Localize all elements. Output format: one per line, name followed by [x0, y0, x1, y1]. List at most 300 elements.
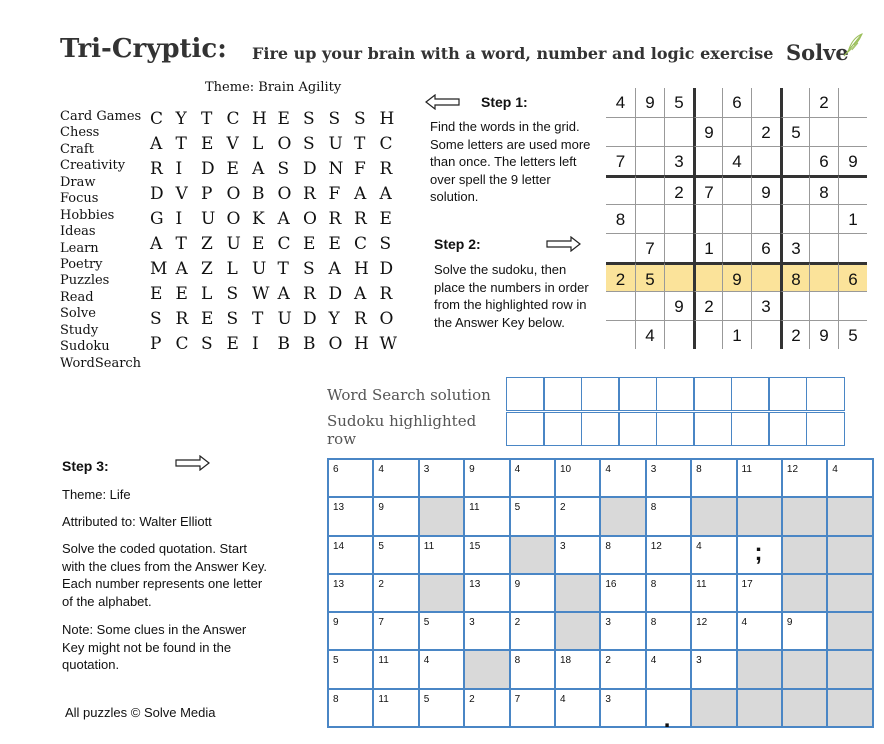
word-search-letter[interactable]: H [252, 108, 267, 129]
sudoku-cell[interactable] [780, 146, 809, 175]
word-search-letter[interactable]: A [354, 283, 367, 304]
sudoku-cell[interactable] [780, 204, 809, 233]
cryptogram-cell[interactable] [464, 459, 509, 497]
cryptogram-cell[interactable] [419, 612, 464, 650]
cryptogram-number: 8 [696, 464, 702, 475]
word-search-letter[interactable]: D [201, 158, 215, 179]
answer-box[interactable] [581, 377, 620, 411]
answer-box[interactable] [543, 412, 582, 446]
answer-box[interactable] [768, 412, 807, 446]
word-search-letter[interactable]: I [252, 333, 259, 354]
word-search-letter[interactable]: L [201, 283, 213, 304]
word-search-row [150, 231, 405, 256]
sudoku-cell[interactable] [838, 233, 867, 262]
sudoku-cell[interactable] [722, 204, 751, 233]
word-search-letter[interactable]: A [277, 283, 290, 304]
word-search-letter[interactable]: E [150, 283, 163, 304]
sudoku-cell[interactable] [751, 262, 780, 291]
cryptogram-cell[interactable] [782, 612, 827, 650]
word-search-letter[interactable]: I [175, 158, 183, 179]
word-search-row [150, 156, 405, 181]
word-search-letter[interactable]: C [226, 108, 240, 129]
cryptogram-cell[interactable] [373, 536, 418, 574]
word-search-letter[interactable]: W [379, 333, 397, 354]
sudoku-cell: 6 [751, 233, 780, 262]
word-search-letter[interactable]: R [354, 208, 367, 229]
word-search-letter[interactable]: U [328, 133, 343, 154]
word-list-item: Study [60, 322, 99, 338]
word-search-letter[interactable]: A [354, 183, 367, 204]
word-search-letter[interactable]: E [328, 233, 341, 254]
word-search-letter[interactable]: U [201, 208, 216, 229]
answer-box[interactable] [506, 412, 545, 446]
cryptogram-cell[interactable] [510, 574, 555, 612]
word-search-letter[interactable]: L [226, 258, 238, 279]
sudoku-cell[interactable] [606, 175, 635, 204]
cryptogram-cell[interactable] [691, 459, 736, 497]
word-search-letter[interactable]: A [379, 183, 392, 204]
sudoku-cell[interactable] [722, 291, 751, 320]
word-search-letter[interactable]: I [175, 208, 183, 229]
word-search-letter[interactable]: E [277, 108, 290, 129]
cryptogram-cell[interactable] [737, 459, 782, 497]
cryptogram-number: 3 [696, 655, 702, 667]
sudoku-cell[interactable] [635, 204, 664, 233]
cryptogram-cell[interactable] [646, 459, 691, 497]
sudoku-cell[interactable] [693, 262, 722, 291]
answer-box[interactable] [693, 412, 732, 446]
word-search-letter[interactable]: R [303, 183, 316, 204]
word-search-letter[interactable]: T [252, 308, 264, 329]
sudoku-cell: 3 [751, 291, 780, 320]
word-search-letter[interactable]: P [201, 183, 213, 204]
word-search-letter[interactable]: A [150, 133, 163, 154]
sudoku-row [606, 204, 867, 233]
cryptogram-cell [464, 650, 509, 688]
sudoku-cell: 9 [635, 88, 664, 117]
cryptogram-number: 5 [514, 502, 521, 514]
cryptogram-cell[interactable] [600, 459, 645, 497]
cryptogram-cell[interactable] [600, 650, 645, 688]
cryptogram-cell[interactable] [328, 689, 373, 727]
arrow-right-icon [174, 455, 210, 471]
sudoku-cell[interactable] [693, 320, 722, 349]
cryptogram-cell[interactable] [555, 536, 600, 574]
sudoku-cell[interactable] [635, 175, 664, 204]
cryptogram-cell[interactable] [510, 459, 555, 497]
word-search-letter[interactable]: W [252, 283, 270, 304]
word-search-letter[interactable]: B [277, 333, 290, 354]
sudoku-cell: 8 [780, 262, 809, 291]
word-search-letter[interactable]: S [201, 333, 213, 354]
page-title: Tri-Cryptic: [60, 34, 227, 64]
word-search-letter[interactable]: F [354, 158, 366, 179]
word-search-letter[interactable]: O [303, 208, 317, 229]
cryptogram-cell[interactable] [373, 574, 418, 612]
cryptogram-number: 4 [514, 464, 521, 475]
sudoku-cell[interactable] [809, 204, 838, 233]
word-search-letter[interactable]: S [354, 108, 366, 129]
cryptogram-cell[interactable] [464, 689, 509, 727]
sudoku-cell[interactable] [809, 233, 838, 262]
word-search-letter[interactable]: C [175, 333, 189, 354]
word-search-grid [150, 106, 405, 356]
answer-box[interactable] [806, 412, 845, 446]
word-search-letter[interactable]: D [150, 183, 164, 204]
sudoku-cell[interactable] [722, 117, 751, 146]
cryptogram-cell[interactable] [464, 574, 509, 612]
word-list-item: Card Games [60, 109, 142, 124]
word-search-letter[interactable]: A [252, 158, 265, 179]
sudoku-cell[interactable] [780, 88, 809, 117]
word-search-letter[interactable]: U [252, 258, 267, 279]
answer-box[interactable] [806, 377, 845, 411]
cryptogram-row [328, 459, 873, 497]
cryptogram-cell[interactable] [646, 650, 691, 688]
cryptogram-number: 11 [741, 464, 752, 475]
sudoku-cell[interactable] [606, 291, 635, 320]
answer-box[interactable] [768, 377, 807, 411]
word-search-letter[interactable]: E [303, 233, 316, 254]
cryptogram-cell [827, 612, 872, 650]
cryptogram-cell[interactable] [510, 650, 555, 688]
word-search-letter[interactable]: C [150, 108, 164, 129]
word-search-letter[interactable]: M [150, 258, 168, 279]
sudoku-cell[interactable] [751, 88, 780, 117]
page-subtitle: Fire up your brain with a word, number and logic exercise [252, 44, 774, 63]
word-search-letter[interactable]: Z [201, 258, 213, 279]
answer-box[interactable] [731, 377, 770, 411]
cryptogram-number: 14 [333, 540, 345, 552]
cryptogram-cell[interactable] [328, 459, 373, 497]
cryptogram-cell[interactable] [373, 459, 418, 497]
word-search-letter[interactable]: U [277, 308, 292, 329]
cryptogram-cell[interactable] [328, 612, 373, 650]
cryptogram-cell[interactable] [373, 650, 418, 688]
word-search-letter[interactable]: O [226, 183, 241, 204]
word-search-letter[interactable]: T [201, 108, 213, 129]
cryptogram-cell[interactable] [691, 536, 736, 574]
word-search-letter[interactable]: E [252, 233, 265, 254]
sudoku-cell[interactable] [635, 146, 664, 175]
sudoku-cell[interactable] [838, 291, 867, 320]
sudoku-cell: 6 [722, 88, 751, 117]
word-search-letter[interactable]: C [354, 233, 368, 254]
cryptogram-cell[interactable] [373, 497, 418, 535]
answer-box[interactable] [656, 377, 695, 411]
cryptogram-cell[interactable] [419, 650, 464, 688]
sudoku-cell: 2 [780, 320, 809, 349]
cryptogram-number: 3 [559, 540, 566, 552]
cryptogram-cell [827, 650, 872, 688]
cryptogram-cell[interactable] [464, 612, 509, 650]
answer-box[interactable] [618, 377, 657, 411]
cryptogram-number: 12 [696, 617, 708, 629]
word-search-letter[interactable]: R [379, 158, 393, 179]
sudoku-cell[interactable] [780, 175, 809, 204]
word-search-letter[interactable]: U [226, 233, 241, 254]
sudoku-cell[interactable] [751, 146, 780, 175]
cryptogram-cell[interactable] [510, 612, 555, 650]
word-search-letter[interactable]: E [379, 208, 392, 229]
cryptogram-number: 8 [650, 502, 657, 514]
sudoku-cell[interactable] [664, 320, 693, 349]
cryptogram-cell[interactable] [646, 497, 691, 535]
word-search-letter[interactable]: Z [201, 233, 213, 254]
word-search-letter[interactable]: S [277, 158, 290, 179]
cryptogram-cell[interactable] [600, 574, 645, 612]
answer-box[interactable] [543, 377, 582, 411]
sudoku-cell[interactable] [693, 204, 722, 233]
cryptogram-cell [782, 689, 827, 727]
word-search-letter[interactable]: E [201, 308, 214, 329]
sudoku-cell[interactable] [838, 117, 867, 146]
cryptogram-number: 9 [514, 578, 521, 590]
cryptogram-number: 5 [378, 540, 384, 552]
cryptogram-cell [691, 497, 736, 535]
word-search-letter[interactable]: S [379, 233, 392, 254]
word-search-letter[interactable]: S [303, 133, 315, 154]
cryptogram-row [328, 650, 873, 688]
sudoku-cell[interactable] [664, 117, 693, 146]
cryptogram-cell[interactable] [419, 536, 464, 574]
cryptogram-cell[interactable] [510, 497, 555, 535]
word-search-letter[interactable]: O [328, 333, 343, 354]
sudoku-row [606, 175, 867, 204]
word-search-letter[interactable]: D [328, 283, 343, 304]
word-search-letter[interactable]: D [303, 158, 317, 179]
cryptogram-cell[interactable] [827, 459, 872, 497]
sudoku-cell: 6 [838, 262, 867, 291]
word-list-item: Sudoku [60, 339, 110, 355]
word-search-letter[interactable]: Y [175, 108, 187, 129]
word-search-letter[interactable]: R [354, 308, 367, 329]
cryptogram-cell[interactable] [328, 536, 373, 574]
word-search-row [150, 306, 405, 331]
word-search-letter[interactable]: H [379, 108, 395, 129]
sudoku-cell[interactable] [606, 233, 635, 262]
sudoku-cell[interactable] [664, 262, 693, 291]
sudoku-cell: 5 [838, 320, 867, 349]
sudoku-cell[interactable] [809, 262, 838, 291]
cryptogram-number: 2 [559, 502, 566, 514]
sudoku-cell[interactable] [838, 175, 867, 204]
cryptogram-cell[interactable] [464, 536, 509, 574]
sudoku-row [606, 146, 867, 175]
word-search-letter[interactable]: K [252, 208, 265, 229]
cryptogram-number: 5 [423, 693, 430, 705]
cryptogram-cell[interactable] [419, 459, 464, 497]
word-search-letter[interactable]: D [303, 308, 317, 329]
sudoku-cell: 1 [838, 204, 867, 233]
sudoku-cell[interactable] [722, 175, 751, 204]
cryptogram-cell[interactable] [328, 497, 373, 535]
sudoku-cell[interactable] [693, 146, 722, 175]
cryptogram-cell[interactable] [555, 689, 600, 727]
cryptogram-number: 11 [378, 655, 389, 667]
word-search-letter[interactable]: L [252, 133, 264, 154]
word-search-letter[interactable]: R [175, 308, 189, 329]
word-search-letter[interactable]: G [150, 208, 164, 229]
cryptogram-cell [419, 574, 464, 612]
sudoku-cell[interactable] [722, 233, 751, 262]
word-search-solution-boxes[interactable] [507, 378, 845, 411]
cryptogram-number: 9 [469, 464, 475, 475]
word-search-letter[interactable]: N [328, 158, 344, 179]
sudoku-row [606, 117, 867, 146]
word-search-letter[interactable]: O [379, 308, 394, 329]
cryptogram-number: 9 [786, 617, 793, 629]
answer-box[interactable] [581, 412, 620, 446]
cryptogram-cell[interactable] [691, 574, 736, 612]
word-search-letter[interactable]: A [150, 233, 163, 254]
cryptogram-cell[interactable] [646, 536, 691, 574]
cryptogram-number: 4 [832, 464, 838, 475]
cryptogram-cell [691, 689, 736, 727]
cryptogram-cell[interactable] [373, 612, 418, 650]
word-search-letter[interactable]: E [226, 333, 239, 354]
word-list-item: Poetry [60, 256, 103, 272]
word-search-letter[interactable]: T [175, 233, 187, 254]
cryptogram-number: 4 [423, 655, 430, 667]
word-search-letter[interactable]: D [379, 258, 394, 279]
sudoku-cell[interactable] [635, 291, 664, 320]
cryptogram-cell[interactable] [555, 650, 600, 688]
word-search-letter[interactable]: R [328, 208, 342, 229]
cryptogram-cell[interactable] [737, 612, 782, 650]
answer-box[interactable] [618, 412, 657, 446]
sudoku-cell: 7 [635, 233, 664, 262]
cryptogram-number: 2 [469, 693, 475, 705]
cryptogram-cell[interactable] [600, 689, 645, 727]
logo-text: Solve [786, 40, 849, 65]
cryptogram-cell[interactable] [328, 650, 373, 688]
cryptogram-cell[interactable] [646, 612, 691, 650]
word-list-item: Learn [60, 240, 99, 256]
sudoku-cell[interactable] [664, 204, 693, 233]
feather-pen-icon [842, 32, 864, 58]
sudoku-cell[interactable] [809, 291, 838, 320]
word-search-letter[interactable]: S [303, 258, 315, 279]
sudoku-cell[interactable] [780, 291, 809, 320]
word-search-letter[interactable]: T [354, 133, 366, 154]
cryptogram-cell[interactable] [646, 574, 691, 612]
answer-box[interactable] [656, 412, 695, 446]
word-search-letter[interactable]: R [150, 158, 163, 179]
word-search-letter[interactable]: R [303, 283, 316, 304]
word-search-letter[interactable]: C [379, 133, 393, 154]
cryptogram-cell[interactable] [555, 497, 600, 535]
cryptogram-cell[interactable] [600, 612, 645, 650]
word-search-letter[interactable]: S [226, 308, 239, 329]
word-search-letter[interactable]: A [277, 208, 290, 229]
cryptogram-cell [782, 497, 827, 535]
cryptogram-number: 2 [605, 655, 611, 667]
word-search-letter[interactable]: S [303, 108, 315, 129]
cryptogram-number: 8 [333, 693, 339, 705]
cryptogram-cell[interactable] [691, 650, 736, 688]
cryptogram-number: 4 [559, 693, 566, 705]
word-search-letter[interactable]: F [328, 183, 341, 204]
cryptogram-cell[interactable] [328, 574, 373, 612]
sudoku-cell: 2 [751, 117, 780, 146]
word-search-letter[interactable]: C [277, 233, 291, 254]
word-search-letter[interactable]: H [354, 333, 369, 354]
sudoku-cell[interactable] [606, 320, 635, 349]
cryptogram-cell[interactable] [555, 459, 600, 497]
cryptogram-cell[interactable] [600, 536, 645, 574]
word-search-letter[interactable]: O [226, 208, 241, 229]
word-search-letter[interactable]: S [150, 308, 162, 329]
word-search-letter[interactable]: O [277, 133, 292, 154]
word-search-letter[interactable]: E [175, 283, 188, 304]
word-search-letter[interactable]: T [175, 133, 187, 154]
sudoku-row-boxes[interactable] [507, 413, 845, 446]
word-search-letter[interactable]: B [252, 183, 265, 204]
word-search-letter[interactable]: H [354, 258, 369, 279]
solve-logo [786, 40, 849, 65]
sudoku-cell[interactable] [664, 233, 693, 262]
cryptogram-cell [737, 650, 782, 688]
sudoku-cell[interactable] [693, 88, 722, 117]
sudoku-cell[interactable] [606, 117, 635, 146]
answer-box[interactable] [693, 377, 732, 411]
word-search-letter[interactable]: O [277, 183, 292, 204]
word-search-letter[interactable]: A [328, 258, 341, 279]
sudoku-cell[interactable] [809, 117, 838, 146]
cryptogram-number: 15 [469, 540, 481, 552]
word-list-item: Ideas [60, 224, 96, 240]
sudoku-cell: 4 [722, 146, 751, 175]
cryptogram-cell[interactable] [737, 574, 782, 612]
cryptogram-cell[interactable] [419, 689, 464, 727]
cryptogram-cell[interactable] [782, 459, 827, 497]
cryptogram-number: 11 [378, 693, 389, 705]
word-search-letter[interactable]: S [328, 108, 341, 129]
cryptogram-cell [782, 650, 827, 688]
word-search-letter[interactable]: B [303, 333, 316, 354]
cryptogram-number: 4 [605, 464, 611, 475]
answer-box[interactable] [731, 412, 770, 446]
sudoku-cell[interactable] [838, 88, 867, 117]
cryptogram-cell[interactable] [510, 689, 555, 727]
word-search-letter[interactable]: V [175, 183, 188, 204]
word-search-letter[interactable]: Y [328, 308, 340, 329]
cryptogram-number: 8 [650, 617, 657, 629]
word-search-row [150, 181, 405, 206]
cryptogram-cell[interactable] [373, 689, 418, 727]
word-search-letter[interactable]: T [277, 258, 289, 279]
word-search-letter[interactable]: E [226, 158, 239, 179]
word-list-item: Creativity [60, 158, 126, 174]
word-search-letter[interactable]: P [150, 333, 162, 354]
sudoku-cell[interactable] [751, 320, 780, 349]
sudoku-cell[interactable] [751, 204, 780, 233]
answer-box[interactable] [506, 377, 545, 411]
cryptogram-cell[interactable] [464, 497, 509, 535]
word-search-letter[interactable]: E [201, 133, 214, 154]
cryptogram-cell[interactable] [691, 612, 736, 650]
cryptogram-number: 7 [514, 693, 521, 705]
word-search-letter[interactable]: S [226, 283, 239, 304]
cryptogram-number: 3 [605, 617, 611, 629]
word-search-letter[interactable]: A [175, 258, 188, 279]
word-search-letter[interactable]: R [379, 283, 393, 304]
sudoku-cell[interactable] [635, 117, 664, 146]
cryptogram-number: 17 [741, 578, 753, 590]
sudoku-cell: 3 [664, 146, 693, 175]
word-search-letter[interactable]: V [226, 133, 239, 154]
